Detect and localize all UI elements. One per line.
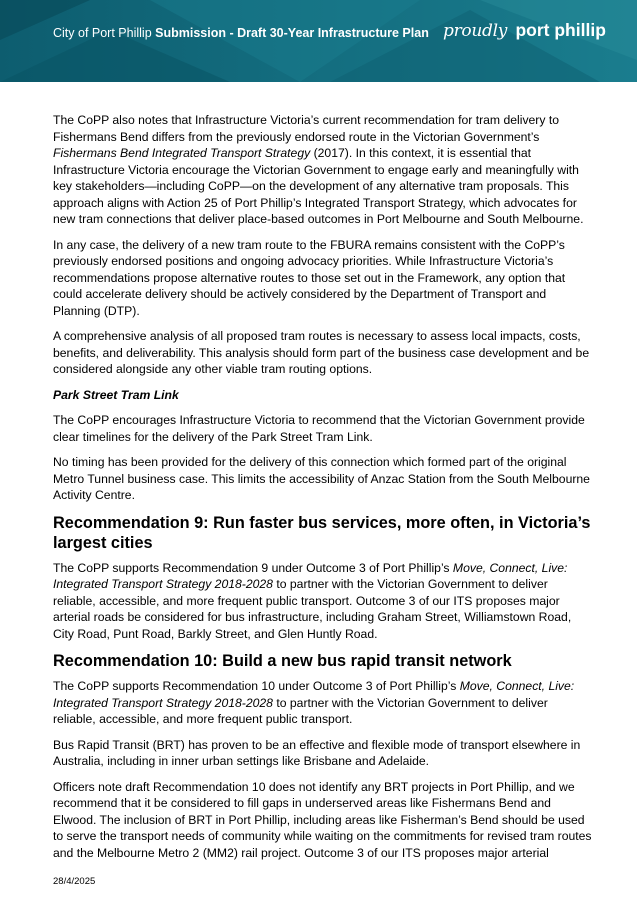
port-phillip-logo (443, 20, 606, 41)
paragraph-park-street-timelines: The CoPP encourages Infrastructure Victoria to recommend that the Victorian Government provide clear timelines for the delivery of the Park Street Tram Link. (53, 413, 585, 444)
document-title (53, 26, 429, 40)
italic-run: Fishermans Bend Integrated Transport Strategy (53, 146, 311, 160)
paragraph-rec9-support (53, 560, 593, 643)
logo-script-text: proudly (443, 21, 508, 41)
text-run: to partner with the Victorian Government to deliver reliable, accessible, and more frequent public transport. (53, 695, 548, 726)
text-run: to partner with the Victorian Government to deliver reliable, accessible, and more frequent public transport. Outcome 3 of our ITS proposes major arterial roads be considered for bus infrastructure, including Graham Street, Williamstown Road, City Road, Punt Road, Barkly Street, and Glen Huntly Road. (53, 577, 572, 641)
title-prefix: City of Port Phillip (53, 26, 152, 40)
subheading-park-street: Park Street Tram Link (53, 387, 179, 402)
text-run: The CoPP also notes that Infrastructure Victoria’s current recommendation for tram delivery to Fishermans Bend differs from the previously endorsed route in the Victorian Government’s (53, 113, 560, 144)
italic-run: Move, Connect, Live: Integrated Transport Strategy 2018-2028 (53, 679, 575, 710)
paragraph-fbura-delivery: In any case, the delivery of a new tram route to the FBURA remains consistent with the CoPP’s previously endorsed positions and ongoing advocacy priorities. While Infrastructure Victoria’s recommendations propose alternative routes to those set out in the Framework, any option that could accelerate delivery should be actively considered by the Department of Transport and Planning (DTP). (53, 237, 566, 318)
paragraph-tram-route-difference (53, 112, 593, 228)
document-body (53, 112, 593, 870)
heading-recommendation-9: Recommendation 9: Run faster bus services, more often, in Victoria’s largest cities (53, 513, 591, 552)
paragraph-park-street-metro: No timing has been provided for the delivery of this connection which formed part of the original Metro Tunnel business case. This limits the accessibility of Anzac Station from the South Melbourne Activity Centre. (53, 455, 590, 502)
paragraph-brt-proven: Bus Rapid Transit (BRT) has proven to be an effective and flexible mode of transport elsewhere in Australia, including in inner urban settings like Brisbane and Adelaide. (53, 737, 581, 768)
banner-pattern-graphic (0, 0, 637, 82)
paragraph-brt-gaps: Officers note draft Recommendation 10 does not identify any BRT projects in Port Phillip, and we recommend that it be considered to fill gaps in underserved areas like Fishermans Bend and Elwood. The inclusion of BRT in Port Phillip, including areas like Fisherman’s Bend should be used to serve the transport needs of community while waiting on the commitments for revised tram routes and the Melbourne Metro 2 (MM2) rail project. Outcome 3 of our ITS proposes major arterial (53, 779, 592, 860)
text-run: (2017). In this context, it is essential that Infrastructure Victoria encourage the Victorian Government to engage early and meaningfully with key stakeholders—including CoPP—on the development of any alternative tram proposals. This approach aligns with Action 25 of Port Phillip’s Integrated Transport Strategy, which advocates for new tram connections that deliver place-based outcomes in Port Melbourne and South Melbourne. (53, 146, 584, 226)
title-bold: Submission - Draft 30-Year Infrastructure Plan (155, 26, 429, 40)
heading-recommendation-10: Recommendation 10: Build a new bus rapid transit network (53, 652, 512, 670)
footer-date: 28/4/2025 (53, 876, 96, 887)
text-run: The CoPP supports Recommendation 10 under Outcome 3 of Port Phillip’s (53, 679, 460, 693)
paragraph-rec10-support (53, 678, 593, 728)
header-banner (0, 0, 637, 82)
logo-brand-text: port phillip (515, 20, 606, 40)
text-run: The CoPP supports Recommendation 9 under Outcome 3 of Port Phillip’s (53, 560, 453, 575)
paragraph-tram-analysis: A comprehensive analysis of all proposed tram routes is necessary to assess local impacts, costs, benefits, and deliverability. This analysis should form part of the business case development and be considered alongside any other viable tram routing options. (53, 329, 590, 376)
italic-run: Move, Connect, Live: Integrated Transport Strategy 2018-2028 (53, 560, 568, 591)
